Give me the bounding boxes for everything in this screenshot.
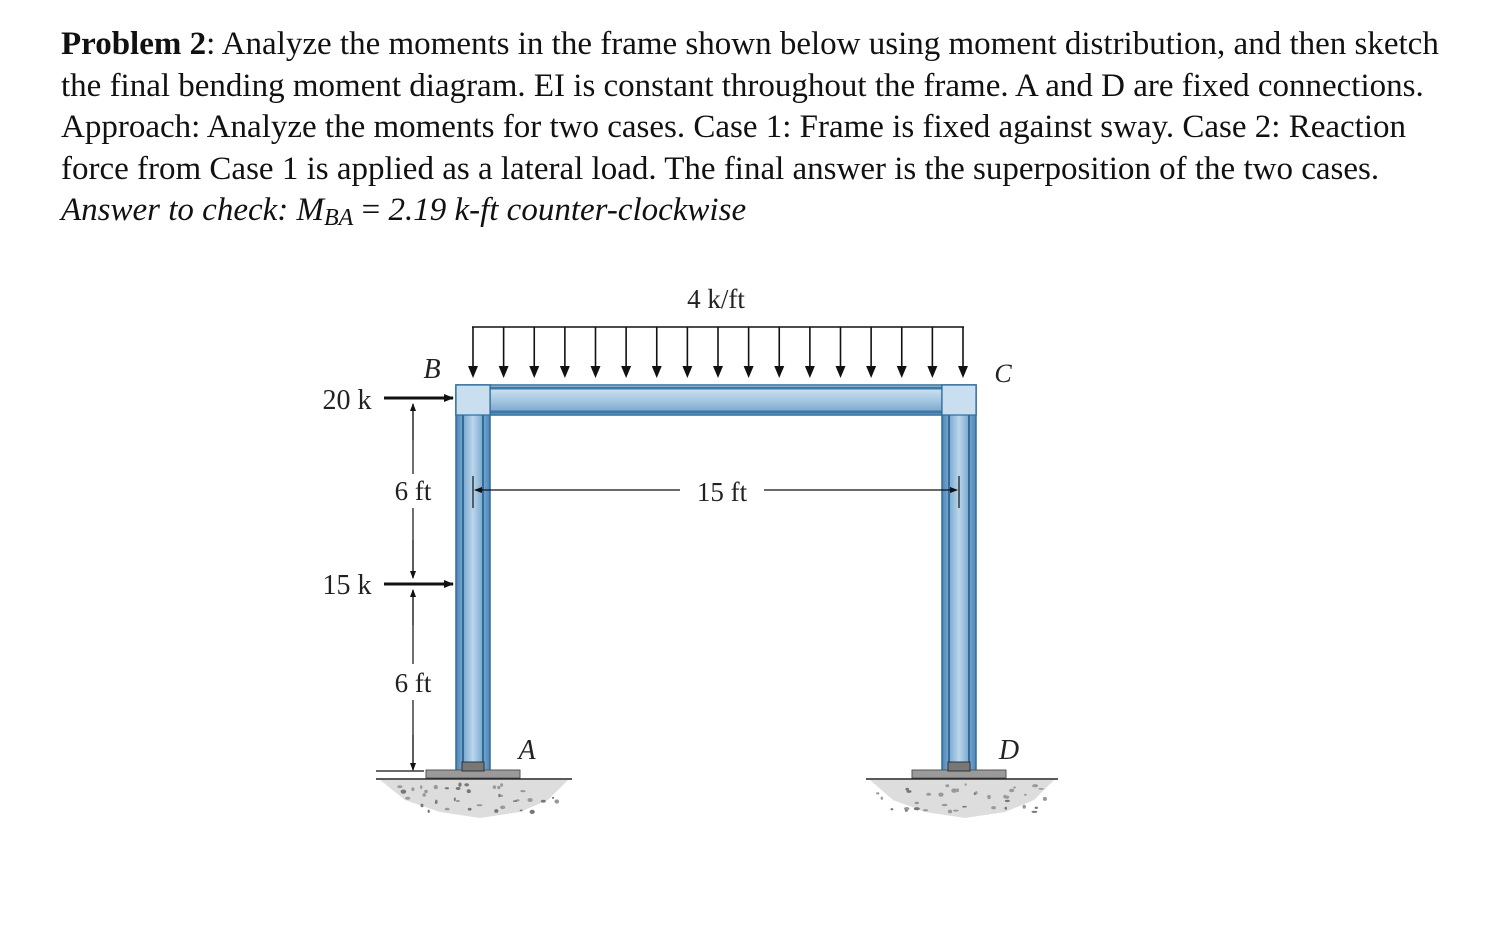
gravel-dot <box>445 787 449 789</box>
joint-b-plate <box>456 385 490 415</box>
gravel-dot <box>401 790 407 794</box>
gravel-dot <box>397 785 402 788</box>
gravel-dot <box>956 788 959 792</box>
gravel-dot <box>975 791 977 794</box>
gravel-dot <box>423 793 426 797</box>
span-label: 15 ft <box>696 477 748 507</box>
load-arrow-head <box>468 366 478 378</box>
gravel-dot <box>914 807 920 810</box>
gravel-dot <box>520 790 525 792</box>
gravel-dot <box>493 785 496 789</box>
load-arrow-head <box>591 366 601 378</box>
gravel-dot <box>530 810 535 814</box>
gravel-dot <box>477 804 483 806</box>
gravel-dot <box>500 783 503 787</box>
gravel-dot <box>938 793 943 797</box>
gravel-dot <box>1005 807 1008 810</box>
gravel-dot <box>500 795 503 797</box>
gravel-dot <box>1043 797 1047 801</box>
gravel-dot <box>555 799 560 803</box>
gravel-dot <box>513 800 518 802</box>
gravel-dot <box>951 788 957 792</box>
gravel-dot <box>468 808 472 811</box>
ground-fill-d <box>870 780 1054 818</box>
answer-equals: = <box>353 192 389 228</box>
gravel-dot <box>527 798 532 802</box>
gravel-dot <box>926 793 931 796</box>
support-d <box>866 762 1058 818</box>
distributed-load <box>468 284 968 378</box>
gravel-dot <box>987 795 991 799</box>
gravel-dot <box>456 800 460 802</box>
gravel-dot <box>405 797 410 800</box>
gravel-dot <box>445 808 450 811</box>
gravel-dot <box>965 783 967 786</box>
column-dc <box>942 385 976 771</box>
joint-b-label: B <box>423 354 441 385</box>
vertical-dimension <box>376 404 432 771</box>
problem-colon: : <box>206 26 216 62</box>
gravel-dot <box>435 800 438 804</box>
load-arrow-head <box>499 366 509 378</box>
answer-value: 2.19 k-ft counter-clockwise <box>388 192 747 228</box>
load-arrow-head <box>774 366 784 378</box>
gravel-dot <box>456 787 461 790</box>
gravel-dot <box>552 797 554 799</box>
gravel-dot <box>942 804 948 806</box>
gravel-dot <box>923 809 928 811</box>
gravel-dot <box>428 810 430 813</box>
right-column <box>942 385 976 771</box>
anchor-a <box>462 762 484 771</box>
problem-text: Analyze the moments in the frame shown below using moment distribution, and then sketch the final bending moment diagram. EI is constant throughout the frame. A and D are fixed connections. Approach: Analyze the moments for two cases. Case 1: Frame is fixed against sway. Case 2: Reaction force from Case 1 is applied as a lateral load. The final answer is the superposition of the two cases. <box>61 26 1439 187</box>
gravel-dot <box>881 797 883 800</box>
gravel-dot <box>876 792 879 794</box>
gravel-dot <box>1009 789 1014 792</box>
gravel-dot <box>904 807 910 810</box>
gravel-dot <box>541 800 546 803</box>
problem-label: Problem 2 <box>61 26 207 62</box>
gravel-dot <box>464 783 469 786</box>
gravel-dot <box>411 787 414 791</box>
load-arrow-head <box>682 366 692 378</box>
gravel-dot <box>458 783 461 787</box>
gravel-dot <box>905 788 909 791</box>
load-arrow-head <box>866 366 876 378</box>
load-15k <box>323 570 454 601</box>
dim-lower-label: 6 ft <box>394 668 432 698</box>
support-a-label: A <box>518 735 536 766</box>
load-arrow-head <box>744 366 754 378</box>
gravel-dot <box>421 804 424 808</box>
answer-subscript: BA <box>324 205 354 231</box>
joint-c-label: C <box>994 359 1012 388</box>
distributed-load-label: 4 k/ft <box>687 284 745 314</box>
gravel-dot <box>424 790 428 793</box>
anchor-d <box>948 762 970 771</box>
load-arrow-head <box>958 366 968 378</box>
gravel-dot <box>434 785 438 789</box>
gravel-dot <box>948 810 952 814</box>
gravel-dot <box>1024 794 1027 796</box>
load-arrow-head <box>560 366 570 378</box>
load-arrow-head <box>529 366 539 378</box>
dim-upper-label: 6 ft <box>394 476 432 506</box>
gravel-dot <box>1005 796 1010 799</box>
gravel-dot <box>1032 784 1038 787</box>
gravel-dot <box>953 810 959 812</box>
gravel-dot <box>497 786 500 789</box>
load-arrow-head <box>713 366 723 378</box>
load-arrow-head <box>652 366 662 378</box>
load-15k-label: 15 k <box>322 570 372 601</box>
span-dimension <box>473 476 959 508</box>
load-20k-label: 20 k <box>322 385 372 416</box>
load-arrow-head <box>836 366 846 378</box>
gravel-dot <box>1022 805 1025 809</box>
load-arrow-head <box>927 366 937 378</box>
answer-prefix: Answer to check: M <box>61 192 324 228</box>
gravel-dot <box>1013 787 1016 789</box>
gravel-dot <box>500 806 505 810</box>
left-column <box>456 385 490 771</box>
gravel-dot <box>1035 807 1038 809</box>
gravel-dot <box>1031 811 1037 813</box>
gravel-dot <box>1038 788 1044 790</box>
gravel-dot <box>454 797 456 801</box>
column-ab <box>456 385 490 771</box>
gravel-dot <box>420 785 422 789</box>
gravel-dot <box>915 802 919 805</box>
joint-c-plate <box>942 385 976 415</box>
load-arrows <box>468 327 968 378</box>
gravel-dot <box>945 784 949 787</box>
gravel-dot <box>467 789 471 793</box>
gravel-dot <box>891 808 894 810</box>
load-arrow-head <box>897 366 907 378</box>
gravel-dot <box>1005 800 1010 802</box>
support-d-label: D <box>998 735 1020 766</box>
gravel-dot <box>962 806 967 808</box>
load-20k <box>323 385 454 416</box>
beam-bc <box>456 385 976 415</box>
gravel-dot <box>494 809 498 813</box>
load-arrow-head <box>621 366 631 378</box>
load-arrow-head <box>805 366 815 378</box>
gravel-dot <box>498 794 500 798</box>
gravel-dot <box>991 806 996 809</box>
gravel-dot <box>905 810 908 812</box>
gravel-dot <box>520 810 523 812</box>
